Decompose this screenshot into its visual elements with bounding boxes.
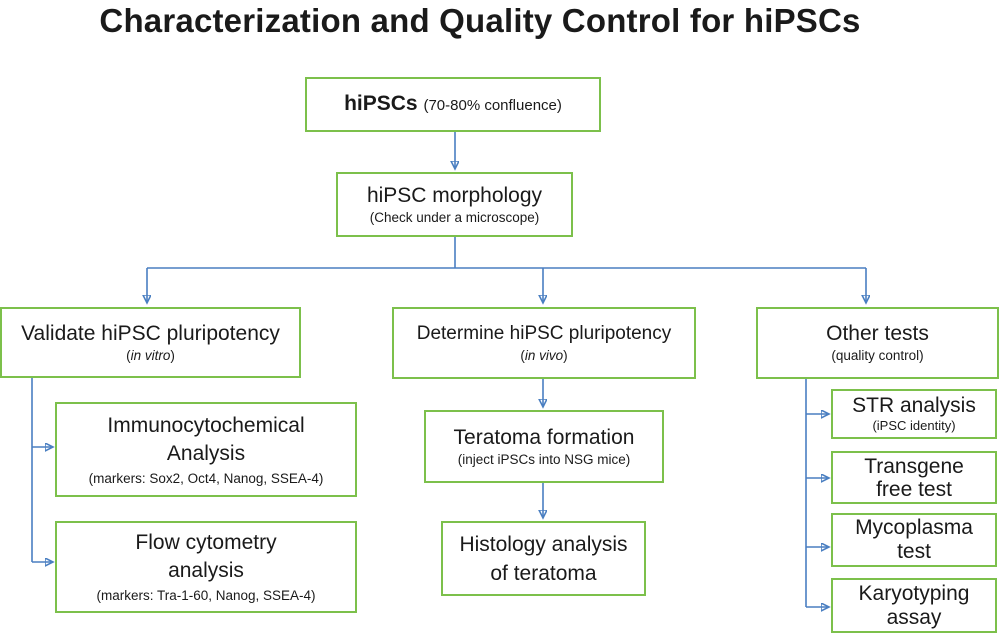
node-validate-sub-open: ( xyxy=(126,347,131,363)
node-determine-sub-close: ) xyxy=(563,348,568,363)
node-karyotyping-title-2: assay xyxy=(886,605,942,629)
node-histology-title-2: of teratoma xyxy=(490,561,597,585)
node-morphology-title: hiPSC morphology xyxy=(366,183,543,207)
node-immuno-title-1: Immunocytochemical xyxy=(107,413,305,437)
node-mycoplasma-test xyxy=(831,513,997,567)
node-hipscs-sub: (70-80% confluence) xyxy=(423,96,562,114)
node-karyotyping-title-1: Karyotyping xyxy=(858,581,970,605)
node-determine-pluripotency xyxy=(392,307,696,379)
node-hipscs-title: hiPSCs xyxy=(344,91,418,115)
node-other-tests xyxy=(756,307,999,379)
node-flow-title-2: analysis xyxy=(168,559,244,582)
node-flow-sub: (markers: Tra-1-60, Nanog, SSEA-4) xyxy=(96,588,316,603)
node-other-sub: (quality control) xyxy=(831,348,924,363)
node-str-title: STR analysis xyxy=(852,394,976,417)
node-str-sub: (iPSC identity) xyxy=(872,418,956,433)
node-immuno-sub: (markers: Sox2, Oct4, Nanog, SSEA-4) xyxy=(88,470,324,486)
node-other-title: Other tests xyxy=(826,322,929,345)
node-validate-sub-italic: in vitro xyxy=(130,347,171,363)
node-morphology-sub: (Check under a microscope) xyxy=(369,209,540,225)
node-immunocytochemical xyxy=(55,402,357,497)
node-teratoma-sub: (inject iPSCs into NSG mice) xyxy=(457,451,631,467)
node-flow-cytometry xyxy=(55,521,357,613)
node-validate-pluripotency xyxy=(0,307,301,378)
node-teratoma-title: Teratoma formation xyxy=(453,425,635,449)
node-histology-analysis xyxy=(441,521,646,596)
node-hipscs-label xyxy=(344,91,562,119)
node-immuno-title-2: Analysis xyxy=(166,441,246,465)
node-determine-sub-open: ( xyxy=(520,348,525,363)
node-hipscs xyxy=(305,77,601,132)
node-determine-sub xyxy=(520,347,567,365)
node-mycoplasma-title-1: Mycoplasma xyxy=(855,516,973,539)
node-morphology xyxy=(336,172,573,237)
node-transgene-free-test xyxy=(831,451,997,504)
node-histology-title-1: Histology analysis xyxy=(459,532,628,556)
node-transgene-title-2: free test xyxy=(876,477,952,501)
node-validate-title: Validate hiPSC pluripotency xyxy=(21,321,280,345)
node-validate-sub xyxy=(126,347,175,365)
node-mycoplasma-title-2: test xyxy=(897,540,931,563)
node-teratoma-formation xyxy=(424,410,664,483)
diagram-title: Characterization and Quality Control for hiPSCs xyxy=(99,2,861,39)
node-karyotyping-assay xyxy=(831,578,997,633)
node-flow-title-1: Flow cytometry xyxy=(135,531,277,554)
node-determine-title: Determine hiPSC pluripotency xyxy=(416,323,672,344)
node-validate-sub-close: ) xyxy=(170,347,175,363)
node-transgene-title-1: Transgene xyxy=(864,454,964,478)
node-str-analysis xyxy=(831,389,997,439)
node-determine-sub-italic: in vivo xyxy=(524,348,564,363)
